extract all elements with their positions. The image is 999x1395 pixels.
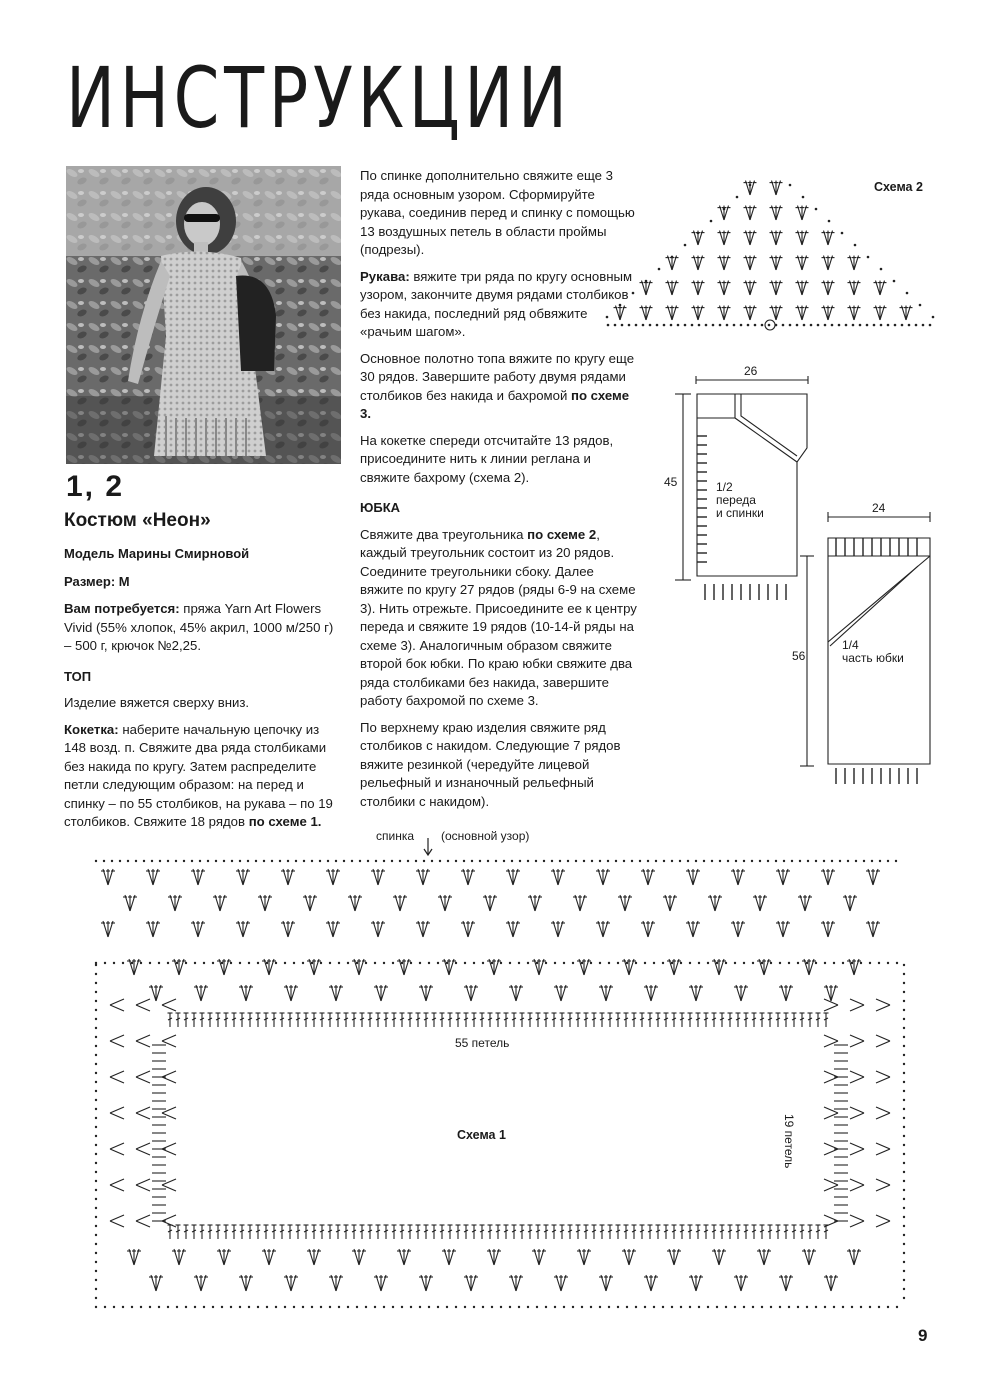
scheme-1-label: Схема 1 [457,1128,506,1142]
top-height-label: 45 [664,475,678,489]
skirt-paragraph-2: По верхнему краю изделия свяжите ряд столбиков с накидом. Следующие 7 рядов вяжите резинкой (чередуйте лицевой рельефный и изнаночный рельефный столбики с накидом). [360,719,621,809]
back-paragraph: По спинке дополнительно свяжите еще 3 ряда основным узором. Сформируйте рукава, соединив перед и спинку с помощью 13 воздушных петель в области проймы (подрезы). [360,168,635,257]
height-stitches-label: 19 петель [782,1114,796,1169]
materials-paragraph [64,600,342,656]
sleeves-text: вяжите три ряда по кругу основным узором, закончите двумя рядами столбиков без накида, последний ряд обвяжите «рачьим шагом». [360,268,633,339]
item-number: 1, 2 [66,470,125,503]
top-heading: ТОП [64,668,92,684]
skirt-piece-label-1: 1/4 [842,638,859,652]
top-piece-label-2: переда [716,493,756,507]
page-heading: ИНСТРУКЦИИ [66,49,572,147]
yoke-paragraph [64,721,342,832]
skirt-text-a: Свяжите два треугольника [360,526,528,542]
top-piece-label-3: и спинки [716,506,764,520]
materials-label: Вам потребуется: [64,601,180,616]
skirt-width-label: 24 [872,501,886,515]
skirt-pattern-outline [800,512,940,787]
page-number: 9 [918,1326,928,1345]
item-title: Костюм «Неон» [64,510,211,531]
width-stitches-label: 55 петель [455,1036,510,1050]
top-width-label: 26 [744,364,758,378]
sleeves-label: Рукава: [360,268,410,284]
top-intro: Изделие вяжется сверху вниз. [64,695,250,710]
skirt-heading: ЮБКА [360,500,401,515]
column-1 [64,545,342,840]
skirt-text-b: , каждый треугольник состоит из 20 рядов. Соедините треугольники сбоку. Далее вяжите по кругу 27 рядов (ряды 6-9 на схеме 3). Нить отрежьте. Присоедините ее к центру переда и свяжите 19 рядов (10-14-й ряды на схеме 3). Аналогичным образом свяжите второй бок юбки. По краю юбки свяжите два ряда столбиками без накида, завершите работу бахромой по схеме 3. [360,526,637,708]
scheme-2-diagram [600,165,940,335]
main-pattern-label: (основной узор) [441,829,530,843]
scheme-1-diagram [90,855,910,1315]
skirt-paragraph-1 [360,526,638,711]
yoke-ref: по схеме 1. [248,814,322,829]
body-paragraph [360,350,638,424]
column-2 [360,167,638,819]
top-piece-label-1: 1/2 [716,480,733,494]
sleeves-paragraph [360,268,638,342]
body-ref: по схеме 3. [360,387,630,421]
materials-text: пряжа Yarn Art Flowers Vivid (55% хлопок, 45% акрил, 1000 м/250 г) – 500 г, крючок №2,25. [64,601,334,653]
size-line: Размер: M [64,573,130,589]
body-text: Основное полотно топа вяжите по кругу еще 30 рядов. Завершите работу двумя рядами столбиков без накида и бахромой [360,350,635,403]
skirt-height-label: 56 [792,649,806,663]
scheme-2-label: Схема 2 [874,180,923,194]
woman-in-crochet-dress-photo-icon [66,166,341,464]
yoke-text: наберите начальную цепочку из 148 возд. п. Свяжите два ряда столбиками без накида по кругу. Затем распределите петли следующим образом: на перед и спинку – по 55 столбиков, на рукава – по 19 столбиков. Свяжите 18 рядов [64,721,333,829]
fringe-paragraph: На кокетке спереди отсчитайте 13 рядов, присоедините нить к линии реглана и свяжите бахрому (схема 2). [360,432,614,485]
back-label: спинка [376,829,415,843]
skirt-ref: по схеме 2 [527,526,597,542]
model-photo [66,166,341,464]
skirt-piece-label-2: часть юбки [842,651,904,665]
top-pattern-outline [675,376,820,606]
yoke-label: Кокетка: [64,721,119,737]
model-author: Модель Марины Смирновой [64,546,250,561]
